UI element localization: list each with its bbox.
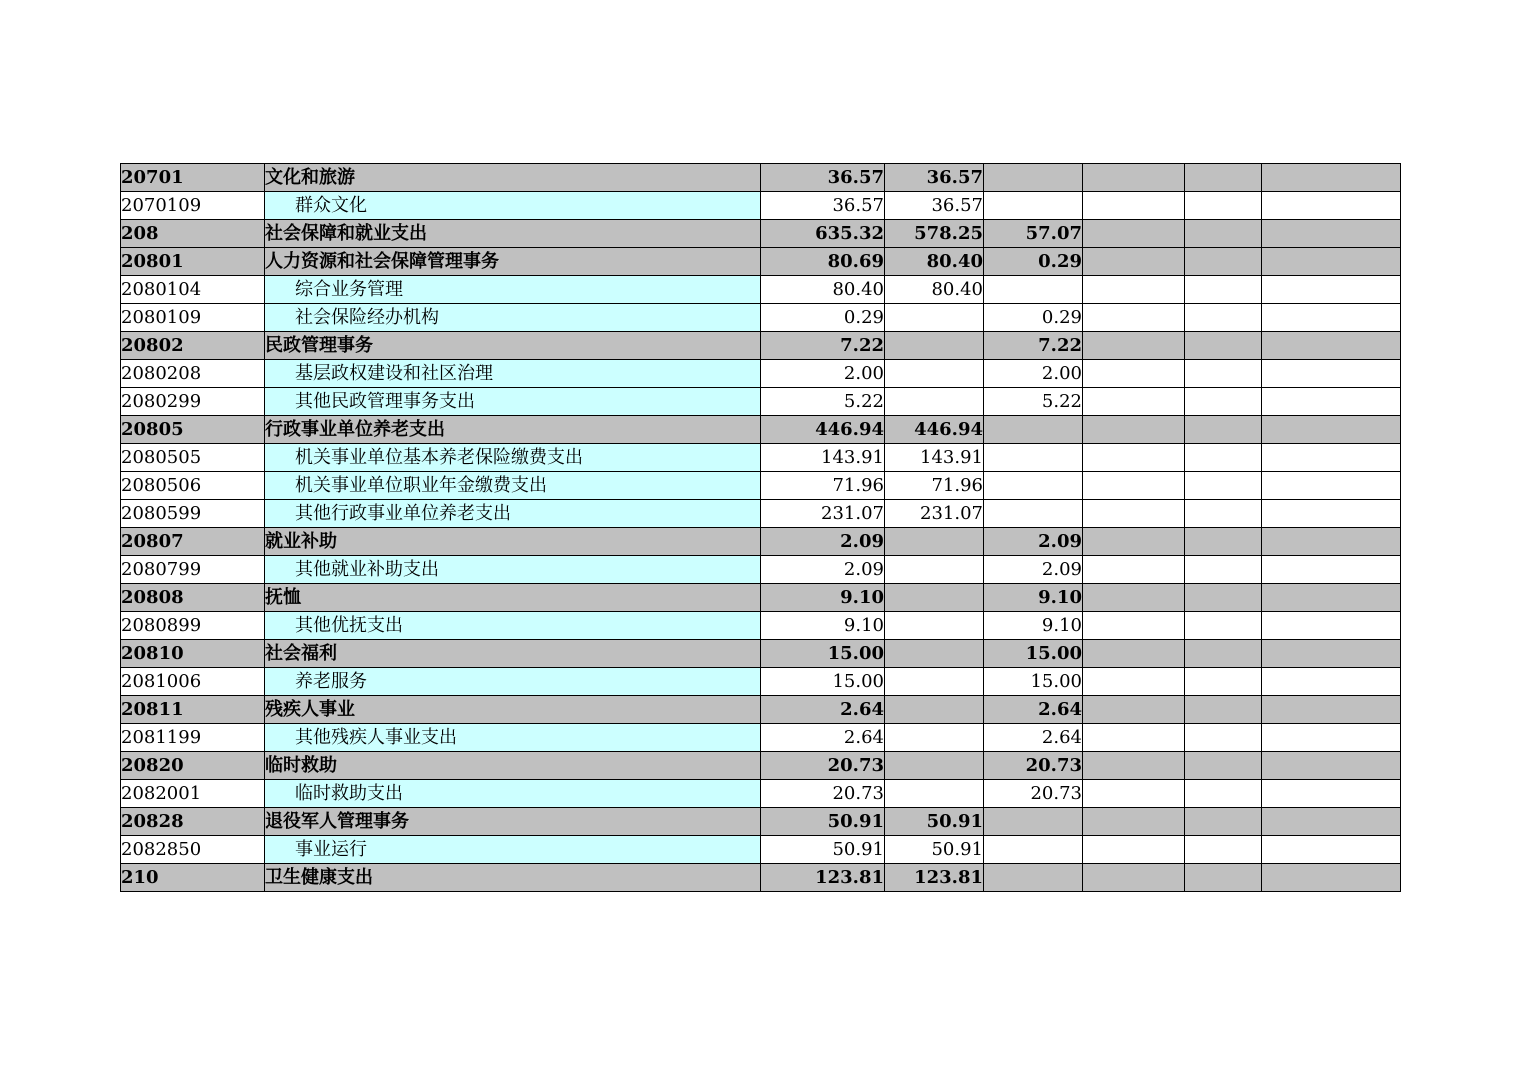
total-cell: 2.09 <box>761 556 885 584</box>
category-row <box>121 332 1401 360</box>
project-expenditure-cell <box>984 836 1083 864</box>
column-6-cell <box>1083 192 1185 220</box>
column-7-cell <box>1185 276 1262 304</box>
subject-name-cell: 临时救助 <box>265 752 761 780</box>
category-row <box>121 808 1401 836</box>
subitem-row <box>121 612 1401 640</box>
project-expenditure-cell: 0.29 <box>984 248 1083 276</box>
total-cell: 446.94 <box>761 416 885 444</box>
basic-expenditure-cell: 36.57 <box>885 164 984 192</box>
project-expenditure-cell <box>984 276 1083 304</box>
column-8-cell <box>1262 780 1401 808</box>
subitem-row <box>121 780 1401 808</box>
project-expenditure-cell: 7.22 <box>984 332 1083 360</box>
basic-expenditure-cell: 36.57 <box>885 192 984 220</box>
basic-expenditure-cell: 50.91 <box>885 808 984 836</box>
total-cell: 9.10 <box>761 584 885 612</box>
subject-code-cell: 20805 <box>121 416 265 444</box>
column-8-cell <box>1262 500 1401 528</box>
subject-code-cell: 2081199 <box>121 724 265 752</box>
basic-expenditure-cell <box>885 724 984 752</box>
column-7-cell <box>1185 500 1262 528</box>
basic-expenditure-cell <box>885 612 984 640</box>
column-6-cell <box>1083 696 1185 724</box>
subject-code-cell: 2081006 <box>121 668 265 696</box>
budget-table <box>120 163 1401 892</box>
subject-name-cell: 其他优抚支出 <box>265 612 761 640</box>
column-6-cell <box>1083 640 1185 668</box>
total-cell: 143.91 <box>761 444 885 472</box>
category-row <box>121 752 1401 780</box>
column-6-cell <box>1083 360 1185 388</box>
project-expenditure-cell: 20.73 <box>984 780 1083 808</box>
subject-name-cell: 机关事业单位基本养老保险缴费支出 <box>265 444 761 472</box>
subject-name-cell: 基层政权建设和社区治理 <box>265 360 761 388</box>
category-row <box>121 416 1401 444</box>
column-6-cell <box>1083 248 1185 276</box>
subject-name-cell: 临时救助支出 <box>265 780 761 808</box>
column-6-cell <box>1083 724 1185 752</box>
total-cell: 20.73 <box>761 780 885 808</box>
column-6-cell <box>1083 584 1185 612</box>
column-8-cell <box>1262 528 1401 556</box>
subject-code-cell: 20810 <box>121 640 265 668</box>
subject-name-cell: 社会福利 <box>265 640 761 668</box>
basic-expenditure-cell <box>885 780 984 808</box>
project-expenditure-cell: 15.00 <box>984 640 1083 668</box>
total-cell: 2.09 <box>761 528 885 556</box>
total-cell: 2.00 <box>761 360 885 388</box>
subject-code-cell: 2080109 <box>121 304 265 332</box>
column-7-cell <box>1185 724 1262 752</box>
column-8-cell <box>1262 416 1401 444</box>
column-6-cell <box>1083 808 1185 836</box>
column-7-cell <box>1185 472 1262 500</box>
subject-code-cell: 20811 <box>121 696 265 724</box>
subject-code-cell: 20828 <box>121 808 265 836</box>
basic-expenditure-cell: 143.91 <box>885 444 984 472</box>
column-8-cell <box>1262 276 1401 304</box>
subject-code-cell: 2080104 <box>121 276 265 304</box>
total-cell: 36.57 <box>761 164 885 192</box>
column-8-cell <box>1262 668 1401 696</box>
column-7-cell <box>1185 640 1262 668</box>
column-6-cell <box>1083 612 1185 640</box>
project-expenditure-cell: 5.22 <box>984 388 1083 416</box>
project-expenditure-cell: 20.73 <box>984 752 1083 780</box>
subject-name-cell: 文化和旅游 <box>265 164 761 192</box>
column-7-cell <box>1185 836 1262 864</box>
total-cell: 9.10 <box>761 612 885 640</box>
subject-name-cell: 就业补助 <box>265 528 761 556</box>
basic-expenditure-cell <box>885 528 984 556</box>
total-cell: 0.29 <box>761 304 885 332</box>
subject-name-cell: 事业运行 <box>265 836 761 864</box>
subject-code-cell: 20701 <box>121 164 265 192</box>
total-cell: 20.73 <box>761 752 885 780</box>
subitem-row <box>121 836 1401 864</box>
subject-code-cell: 20801 <box>121 248 265 276</box>
basic-expenditure-cell <box>885 332 984 360</box>
subject-code-cell: 2080506 <box>121 472 265 500</box>
project-expenditure-cell <box>984 472 1083 500</box>
column-7-cell <box>1185 864 1262 892</box>
project-expenditure-cell <box>984 808 1083 836</box>
basic-expenditure-cell: 80.40 <box>885 276 984 304</box>
basic-expenditure-cell <box>885 696 984 724</box>
column-7-cell <box>1185 332 1262 360</box>
project-expenditure-cell: 2.09 <box>984 556 1083 584</box>
basic-expenditure-cell: 578.25 <box>885 220 984 248</box>
basic-expenditure-cell <box>885 388 984 416</box>
subitem-row <box>121 472 1401 500</box>
column-6-cell <box>1083 444 1185 472</box>
column-6-cell <box>1083 780 1185 808</box>
column-8-cell <box>1262 192 1401 220</box>
column-8-cell <box>1262 724 1401 752</box>
column-6-cell <box>1083 220 1185 248</box>
project-expenditure-cell <box>984 444 1083 472</box>
project-expenditure-cell: 57.07 <box>984 220 1083 248</box>
basic-expenditure-cell <box>885 640 984 668</box>
subject-code-cell: 20802 <box>121 332 265 360</box>
basic-expenditure-cell <box>885 752 984 780</box>
column-8-cell <box>1262 808 1401 836</box>
category-row <box>121 696 1401 724</box>
column-6-cell <box>1083 864 1185 892</box>
subject-code-cell: 208 <box>121 220 265 248</box>
subject-code-cell: 20820 <box>121 752 265 780</box>
column-6-cell <box>1083 752 1185 780</box>
column-8-cell <box>1262 696 1401 724</box>
subject-code-cell: 2082850 <box>121 836 265 864</box>
column-6-cell <box>1083 472 1185 500</box>
column-7-cell <box>1185 808 1262 836</box>
total-cell: 80.40 <box>761 276 885 304</box>
column-7-cell <box>1185 528 1262 556</box>
column-8-cell <box>1262 640 1401 668</box>
subject-name-cell: 社会保险经办机构 <box>265 304 761 332</box>
project-expenditure-cell: 9.10 <box>984 612 1083 640</box>
subitem-row <box>121 304 1401 332</box>
subitem-row <box>121 500 1401 528</box>
subject-code-cell: 2080599 <box>121 500 265 528</box>
subject-name-cell: 群众文化 <box>265 192 761 220</box>
basic-expenditure-cell <box>885 556 984 584</box>
total-cell: 7.22 <box>761 332 885 360</box>
category-row <box>121 528 1401 556</box>
total-cell: 36.57 <box>761 192 885 220</box>
subitem-row <box>121 444 1401 472</box>
column-7-cell <box>1185 696 1262 724</box>
project-expenditure-cell: 9.10 <box>984 584 1083 612</box>
column-8-cell <box>1262 472 1401 500</box>
column-6-cell <box>1083 164 1185 192</box>
column-8-cell <box>1262 360 1401 388</box>
subject-name-cell: 人力资源和社会保障管理事务 <box>265 248 761 276</box>
budget-table-body <box>121 164 1401 892</box>
column-7-cell <box>1185 220 1262 248</box>
basic-expenditure-cell: 50.91 <box>885 836 984 864</box>
subject-code-cell: 210 <box>121 864 265 892</box>
column-8-cell <box>1262 556 1401 584</box>
project-expenditure-cell <box>984 500 1083 528</box>
column-6-cell <box>1083 332 1185 360</box>
project-expenditure-cell: 2.09 <box>984 528 1083 556</box>
subject-name-cell: 社会保障和就业支出 <box>265 220 761 248</box>
subject-code-cell: 2080505 <box>121 444 265 472</box>
column-6-cell <box>1083 836 1185 864</box>
subitem-row <box>121 192 1401 220</box>
total-cell: 123.81 <box>761 864 885 892</box>
subitem-row <box>121 556 1401 584</box>
basic-expenditure-cell <box>885 668 984 696</box>
column-7-cell <box>1185 304 1262 332</box>
subject-name-cell: 其他行政事业单位养老支出 <box>265 500 761 528</box>
column-8-cell <box>1262 612 1401 640</box>
subject-name-cell: 养老服务 <box>265 668 761 696</box>
category-row <box>121 584 1401 612</box>
column-6-cell <box>1083 668 1185 696</box>
basic-expenditure-cell <box>885 584 984 612</box>
subitem-row <box>121 724 1401 752</box>
column-7-cell <box>1185 752 1262 780</box>
total-cell: 2.64 <box>761 696 885 724</box>
column-7-cell <box>1185 780 1262 808</box>
column-7-cell <box>1185 584 1262 612</box>
column-6-cell <box>1083 528 1185 556</box>
project-expenditure-cell: 2.00 <box>984 360 1083 388</box>
project-expenditure-cell: 2.64 <box>984 724 1083 752</box>
column-7-cell <box>1185 556 1262 584</box>
column-7-cell <box>1185 360 1262 388</box>
basic-expenditure-cell: 71.96 <box>885 472 984 500</box>
column-8-cell <box>1262 836 1401 864</box>
total-cell: 2.64 <box>761 724 885 752</box>
budget-sheet <box>120 163 1400 892</box>
column-8-cell <box>1262 220 1401 248</box>
total-cell: 50.91 <box>761 836 885 864</box>
subject-name-cell: 机关事业单位职业年金缴费支出 <box>265 472 761 500</box>
subitem-row <box>121 276 1401 304</box>
project-expenditure-cell <box>984 864 1083 892</box>
total-cell: 15.00 <box>761 640 885 668</box>
project-expenditure-cell: 0.29 <box>984 304 1083 332</box>
column-8-cell <box>1262 304 1401 332</box>
project-expenditure-cell: 15.00 <box>984 668 1083 696</box>
basic-expenditure-cell: 123.81 <box>885 864 984 892</box>
total-cell: 50.91 <box>761 808 885 836</box>
column-8-cell <box>1262 864 1401 892</box>
subject-name-cell: 其他民政管理事务支出 <box>265 388 761 416</box>
basic-expenditure-cell: 80.40 <box>885 248 984 276</box>
project-expenditure-cell: 2.64 <box>984 696 1083 724</box>
column-8-cell <box>1262 444 1401 472</box>
column-7-cell <box>1185 444 1262 472</box>
total-cell: 5.22 <box>761 388 885 416</box>
category-row <box>121 864 1401 892</box>
basic-expenditure-cell: 446.94 <box>885 416 984 444</box>
subject-code-cell: 2080208 <box>121 360 265 388</box>
subitem-row <box>121 360 1401 388</box>
column-8-cell <box>1262 584 1401 612</box>
basic-expenditure-cell: 231.07 <box>885 500 984 528</box>
column-8-cell <box>1262 164 1401 192</box>
column-8-cell <box>1262 248 1401 276</box>
column-8-cell <box>1262 388 1401 416</box>
column-7-cell <box>1185 248 1262 276</box>
category-row <box>121 248 1401 276</box>
total-cell: 80.69 <box>761 248 885 276</box>
project-expenditure-cell <box>984 416 1083 444</box>
subject-name-cell: 卫生健康支出 <box>265 864 761 892</box>
column-6-cell <box>1083 388 1185 416</box>
total-cell: 231.07 <box>761 500 885 528</box>
subject-name-cell: 退役军人管理事务 <box>265 808 761 836</box>
subject-code-cell: 20807 <box>121 528 265 556</box>
column-7-cell <box>1185 192 1262 220</box>
subject-code-cell: 20808 <box>121 584 265 612</box>
subject-name-cell: 民政管理事务 <box>265 332 761 360</box>
project-expenditure-cell <box>984 192 1083 220</box>
total-cell: 71.96 <box>761 472 885 500</box>
subject-name-cell: 综合业务管理 <box>265 276 761 304</box>
column-6-cell <box>1083 556 1185 584</box>
basic-expenditure-cell <box>885 304 984 332</box>
column-8-cell <box>1262 752 1401 780</box>
column-7-cell <box>1185 388 1262 416</box>
column-6-cell <box>1083 500 1185 528</box>
column-7-cell <box>1185 612 1262 640</box>
column-6-cell <box>1083 304 1185 332</box>
subject-name-cell: 其他残疾人事业支出 <box>265 724 761 752</box>
project-expenditure-cell <box>984 164 1083 192</box>
column-6-cell <box>1083 276 1185 304</box>
subject-name-cell: 残疾人事业 <box>265 696 761 724</box>
subject-code-cell: 2082001 <box>121 780 265 808</box>
total-cell: 15.00 <box>761 668 885 696</box>
subject-code-cell: 2080799 <box>121 556 265 584</box>
basic-expenditure-cell <box>885 360 984 388</box>
subitem-row <box>121 668 1401 696</box>
column-7-cell <box>1185 668 1262 696</box>
subitem-row <box>121 388 1401 416</box>
category-row <box>121 164 1401 192</box>
subject-code-cell: 2080899 <box>121 612 265 640</box>
column-7-cell <box>1185 164 1262 192</box>
column-6-cell <box>1083 416 1185 444</box>
category-row <box>121 640 1401 668</box>
subject-code-cell: 2070109 <box>121 192 265 220</box>
column-7-cell <box>1185 416 1262 444</box>
subject-code-cell: 2080299 <box>121 388 265 416</box>
subject-name-cell: 抚恤 <box>265 584 761 612</box>
subject-name-cell: 其他就业补助支出 <box>265 556 761 584</box>
subject-name-cell: 行政事业单位养老支出 <box>265 416 761 444</box>
column-8-cell <box>1262 332 1401 360</box>
total-cell: 635.32 <box>761 220 885 248</box>
category-row <box>121 220 1401 248</box>
